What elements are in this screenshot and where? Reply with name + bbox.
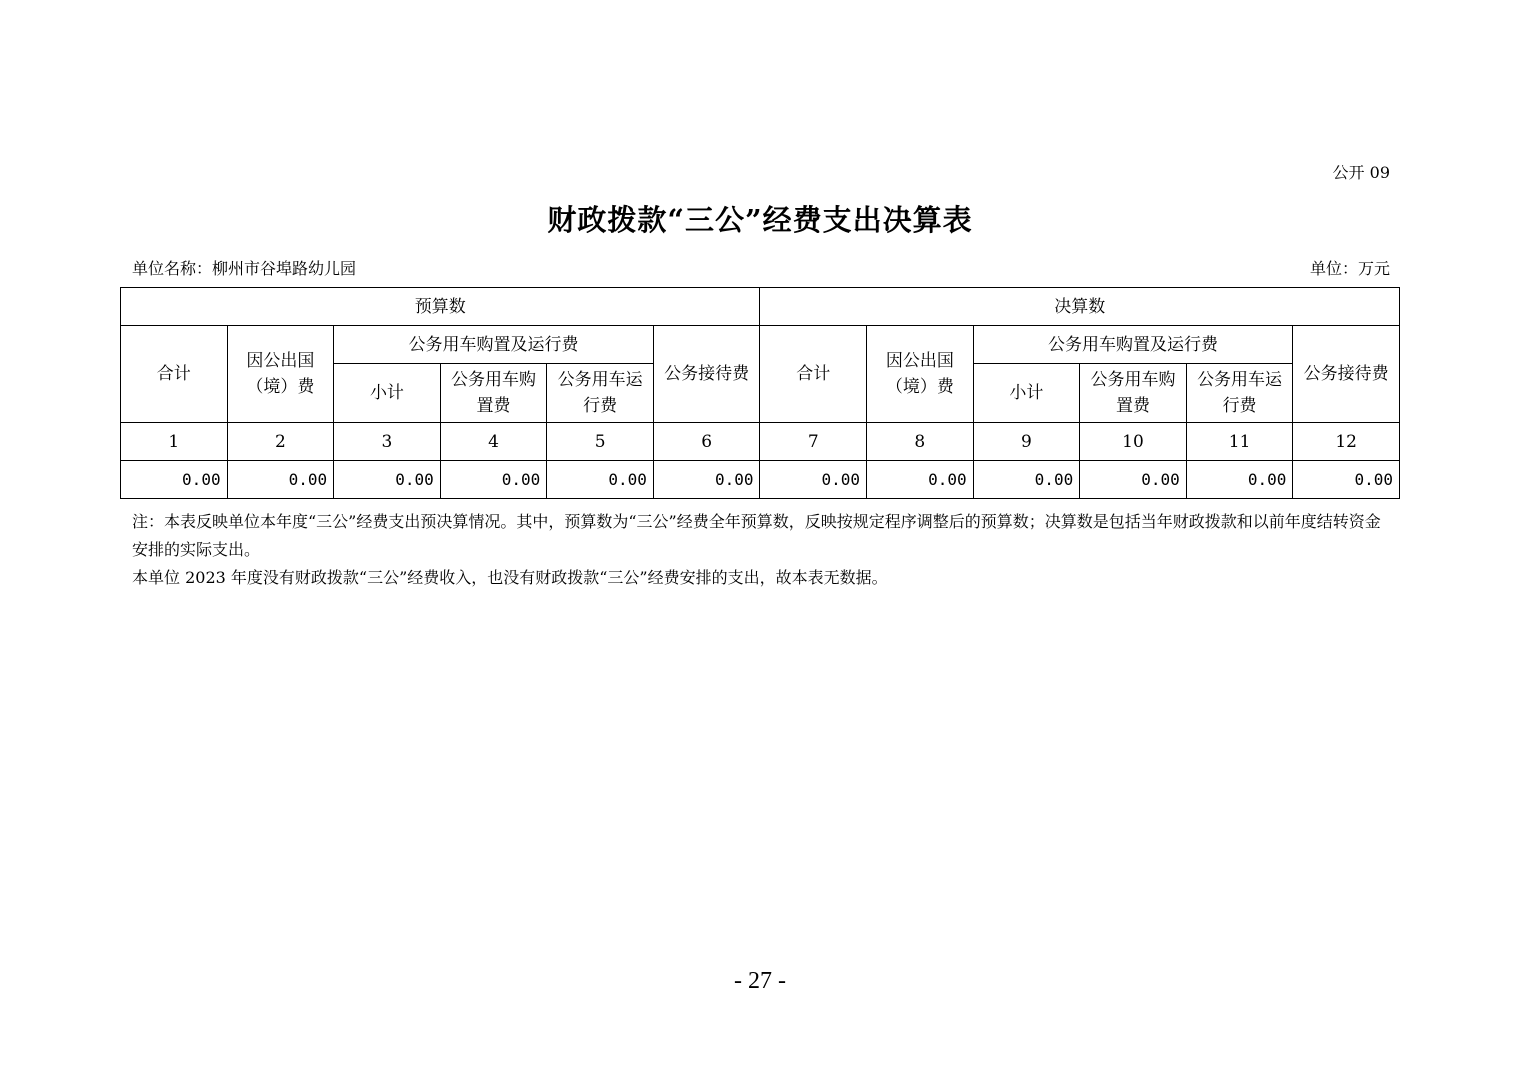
value-cell: 0.00 (973, 461, 1080, 499)
final-group-header: 决算数 (760, 288, 1400, 326)
note-paragraph: 本单位 2023 年度没有财政拨款“三公”经费收入，也没有财政拨款“三公”经费安排的支出，故本表无数据。 (132, 568, 888, 587)
value-cell: 0.00 (121, 461, 228, 499)
budget-group-header: 预算数 (121, 288, 760, 326)
value-cell: 0.00 (1186, 461, 1293, 499)
value-cell: 0.00 (227, 461, 334, 499)
budget-vehicle-group-header: 公务用车购置及运行费 (334, 326, 654, 364)
final-total-header: 合计 (760, 326, 867, 423)
value-cell: 0.00 (760, 461, 867, 499)
currency-unit: 单位：万元 (1309, 259, 1390, 278)
budget-vehicle-operation-header: 公务用车运行费 (547, 364, 654, 423)
value-cell: 0.00 (547, 461, 654, 499)
value-cell: 0.00 (334, 461, 441, 499)
budget-vehicle-purchase-header: 公务用车购置费 (440, 364, 547, 423)
column-number: 9 (973, 423, 1080, 461)
value-cell: 0.00 (653, 461, 760, 499)
unit-name: 单位名称：柳州市谷埠路幼儿园 (132, 259, 357, 278)
page-number: - 27 - (734, 968, 786, 994)
final-vehicle-purchase-header: 公务用车购置费 (1080, 364, 1187, 423)
form-code: 公开 09 (1332, 163, 1390, 182)
column-number: 6 (653, 423, 760, 461)
note-paragraph: 注：本表反映单位本年度“三公”经费支出预决算情况。其中，预算数为“三公”经费全年预算数，反映按规定程序调整后的预算数；决算数是包括当年财政拨款和以前年度结转资金安排的实际支出。 (132, 512, 1381, 559)
budget-subtotal-header: 小计 (334, 364, 441, 423)
column-number: 4 (440, 423, 547, 461)
final-subtotal-header: 小计 (973, 364, 1080, 423)
value-cell: 0.00 (1080, 461, 1187, 499)
final-vehicle-group-header: 公务用车购置及运行费 (973, 326, 1293, 364)
value-cell: 0.00 (1293, 461, 1400, 499)
column-number: 10 (1080, 423, 1187, 461)
final-reception-header: 公务接待费 (1293, 326, 1400, 423)
column-number: 5 (547, 423, 654, 461)
column-number: 12 (1293, 423, 1400, 461)
budget-reception-header: 公务接待费 (653, 326, 760, 423)
column-number: 2 (227, 423, 334, 461)
column-number: 8 (867, 423, 974, 461)
column-number: 3 (334, 423, 441, 461)
page-title: 财政拨款“三公”经费支出决算表 (547, 203, 973, 237)
budget-overseas-header: 因公出国（境）费 (227, 326, 334, 423)
three-public-expenses-table (120, 287, 1400, 499)
value-cell: 0.00 (440, 461, 547, 499)
value-row (121, 461, 1400, 499)
value-cell: 0.00 (867, 461, 974, 499)
column-number: 11 (1186, 423, 1293, 461)
budget-total-header: 合计 (121, 326, 228, 423)
final-overseas-header: 因公出国（境）费 (867, 326, 974, 423)
column-number: 7 (760, 423, 867, 461)
table-notes (132, 508, 1394, 592)
column-number: 1 (121, 423, 228, 461)
column-number-row (121, 423, 1400, 461)
final-vehicle-operation-header: 公务用车运行费 (1186, 364, 1293, 423)
